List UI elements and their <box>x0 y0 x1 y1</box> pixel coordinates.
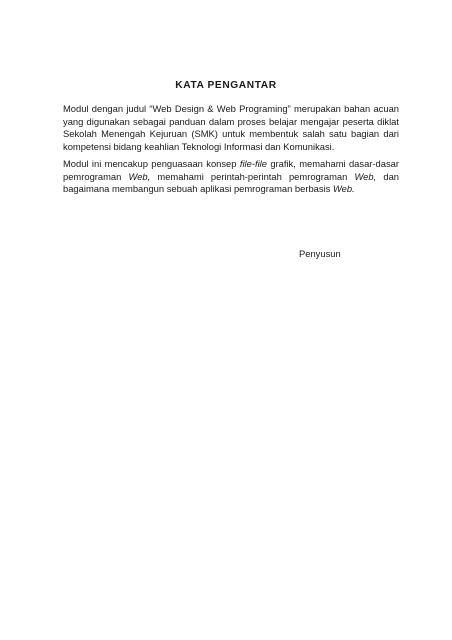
paragraph-intro <box>63 103 399 153</box>
paragraph-scope-italic3: Web, <box>354 170 377 182</box>
paragraph-scope-part3: memahami perintah-perintah pemrograman <box>150 170 355 182</box>
paragraph-scope-italic4: Web. <box>332 183 355 195</box>
module-title: Web Design & Web Programing <box>152 103 288 114</box>
author-signature: Penyusun <box>299 248 341 259</box>
paragraph-scope-part2: grafik, memahami dasar-dasar pemrograman <box>63 158 399 182</box>
page-title: KATA PENGANTAR <box>175 80 277 91</box>
paragraph-scope-italic2: Web, <box>128 170 151 182</box>
paragraph-scope-italic1: file-file <box>239 158 267 169</box>
paragraph-intro-post: ” merupakan bahan acuan yang digunakan sebagai panduan dalam proses belajar mengajar peserta diklat Sekolah Menengah Kejuruan (SMK) untuk membentuk salah satu bagian dari kompetensi bidang keahlian Teknologi Informasi dan Komunikasi. <box>63 103 399 152</box>
paragraph-intro-pre: Modul dengan judul “ <box>63 103 153 114</box>
paragraph-scope-part4: dan bagaimana membangun sebuah aplikasi pemrograman berbasis <box>63 170 400 195</box>
paragraph-scope-part1: Modul ini mencakup penguasaan konsep <box>63 158 240 169</box>
paragraph-scope <box>63 158 399 196</box>
